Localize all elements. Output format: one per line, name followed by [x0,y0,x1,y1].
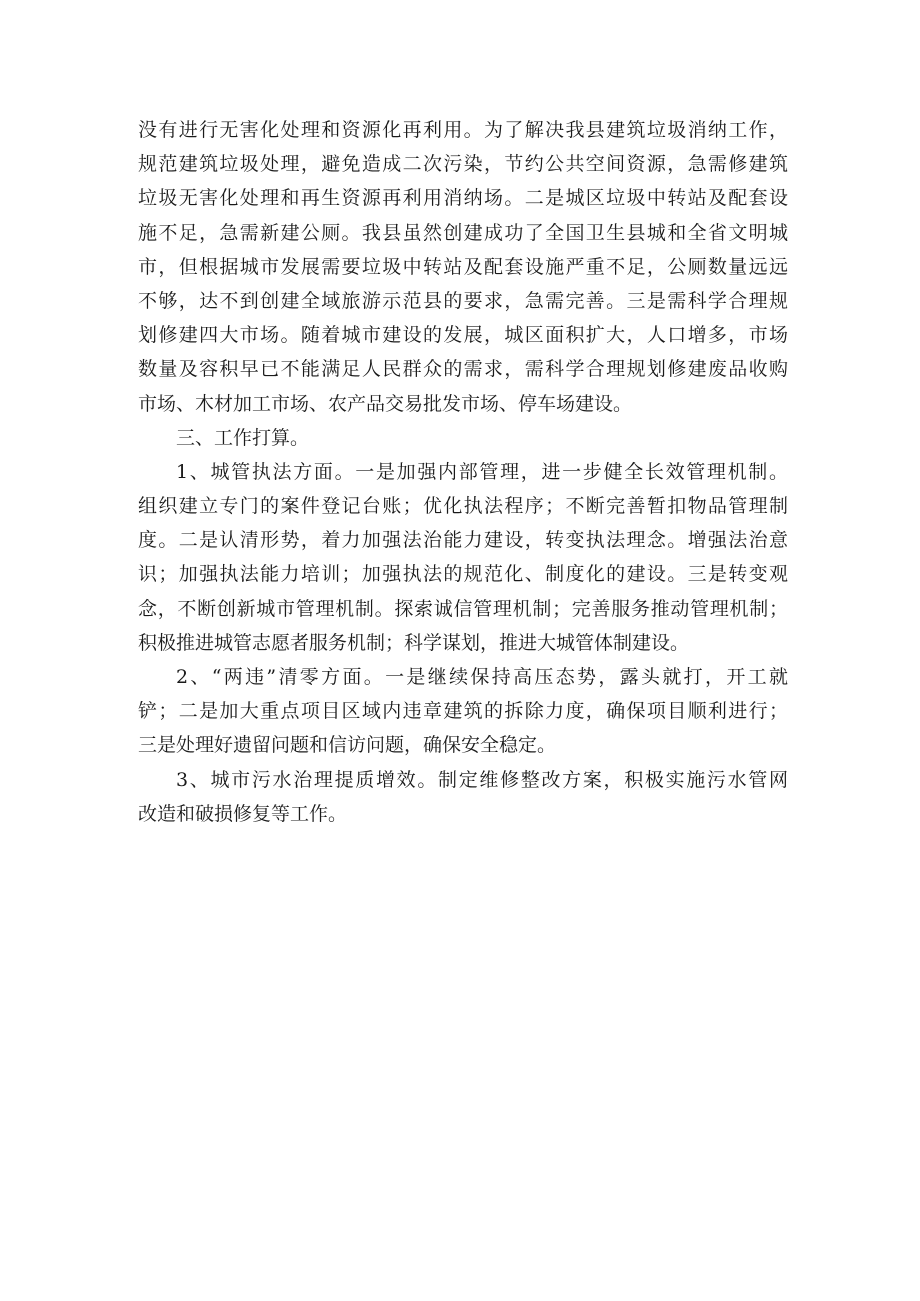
text-line: 积极推进城管志愿者服务机制；科学谋划，推进大城管体制建设。 [138,631,690,654]
text-line: 1、城管执法方面。一是加强内部管理，进一步健全长效管理机制。 [176,460,788,483]
text-line: 铲；二是加大重点项目区域内违章建筑的拆除力度，确保项目顺利进行； [138,700,788,723]
text-line: 没有进行无害化处理和资源化再利用。为了解决我县建筑垃圾消纳工作， [138,119,788,141]
text-line: 组织建立专门的案件登记台账；优化执法程序；不断完善暂扣物品管理制 [138,495,788,518]
text-line: 市场、木材加工市场、农产品交易批发市场、停车场建设。 [138,392,633,415]
section-heading: 三、工作打算。 [176,426,310,449]
text-line: 三是处理好遗留问题和信访问题，确保安全稳定。 [138,734,557,757]
text-line: 划修建四大市场。随着城市建设的发展，城区面积扩大，人口增多，市场 [138,324,788,347]
text-line: 市，但根据城市发展需要垃圾中转站及配套设施严重不足，公厕数量远远 [138,255,788,278]
text-line: 数量及容积早已不能满足人民群众的需求，需科学合理规划修建废品收购 [138,358,788,381]
text-line: 念，不断创新城市管理机制。探索诚信管理机制；完善服务推动管理机制； [138,597,788,620]
text-line: 垃圾无害化处理和再生资源再利用消纳场。二是城区垃圾中转站及配套设 [138,187,788,210]
text-line: 改造和破损修复等工作。 [138,802,348,825]
text-line: 3、城市污水治理提质增效。制定维修整改方案，积极实施污水管网 [176,768,788,791]
text-line: 识；加强执法能力培训；加强执法的规范化、制度化的建设。三是转变观 [138,563,788,586]
text-line: 不够，达不到创建全域旅游示范县的要求，急需完善。三是需科学合理规 [138,289,788,312]
document-body [138,113,788,831]
text-line: 2、“两违”清零方面。一是继续保持高压态势，露头就打，开工就 [176,666,788,688]
text-line: 度。二是认清形势，着力加强法治能力建设，转变执法理念。增强法治意 [138,529,788,552]
text-line: 规范建筑垃圾处理，避免造成二次污染，节约公共空间资源，急需修建筑 [138,153,788,176]
text-line: 施不足，急需新建公厕。我县虽然创建成功了全国卫生县城和全省文明城 [138,221,788,244]
